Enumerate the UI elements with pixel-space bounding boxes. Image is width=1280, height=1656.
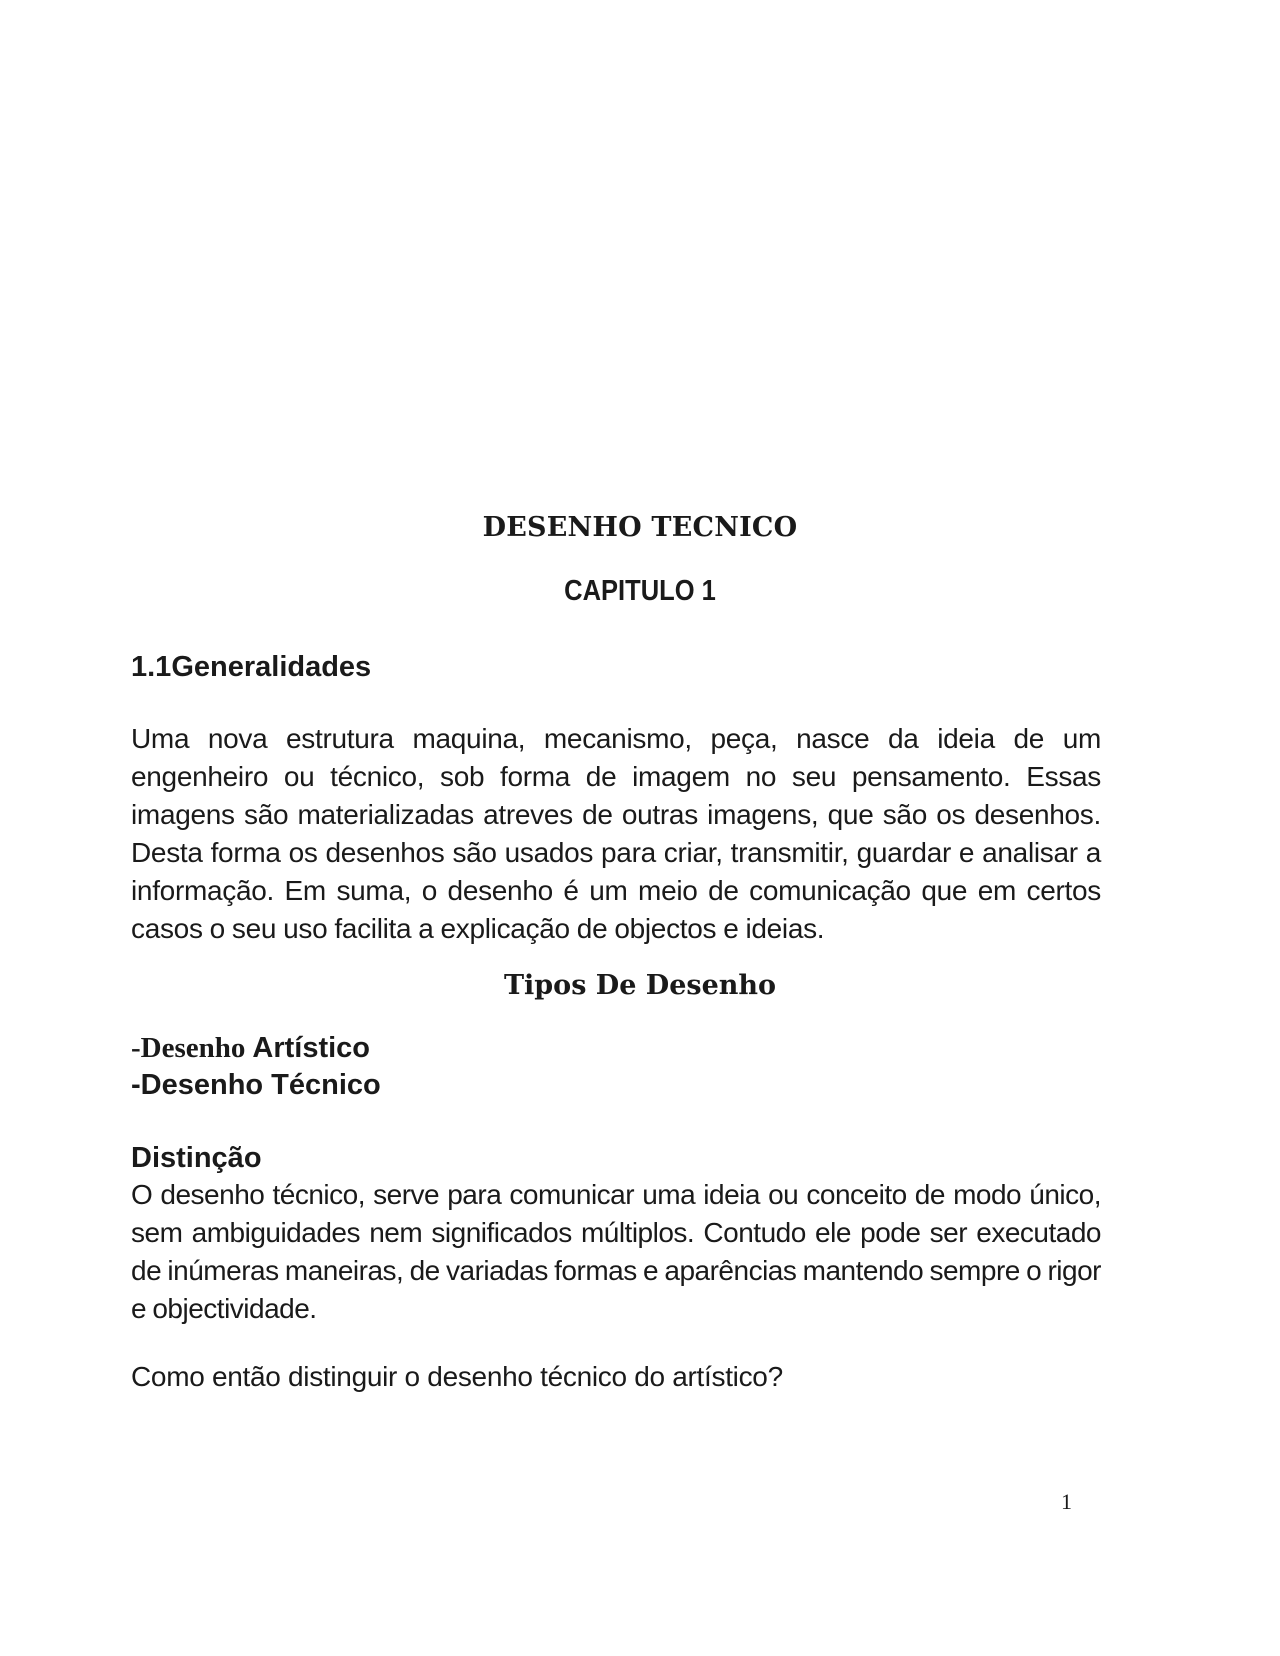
distinction-paragraph: O desenho técnico, serve para comunicar uma ideia ou conceito de modo único, sem ambiguidades nem significados múltiplos. Contudo ele pode ser executado de inúmeras maneiras, de variadas formas e aparências mantendo sempre o rigor e objectividade. [131,1179,1101,1324]
distinction-heading: Distinção [131,1142,262,1174]
list-item-label: Artístico [245,1032,370,1064]
drawing-types-list [131,1030,1101,1104]
list-item-artistic [131,1030,1101,1067]
types-title: Tipos De Desenho [503,970,777,1001]
chapter-title: CAPITULO 1 [564,575,716,607]
list-item-technical [131,1067,1101,1104]
intro-paragraph: Uma nova estrutura maquina, mecanismo, peça, nasce da ideia de um engenheiro ou técnico, sob forma de imagem no seu pensamento. Essas imagens são materializadas atreves de outras imagens, que são os desenhos. Desta forma os desenhos são usados para criar, transmitir, guardar e analisar a informação. Em suma, o desenho é um meio de comunicação que em certos casos o seu uso facilita a explicação de objectos e ideias. [131,723,1101,944]
document-title: DESENHO TECNICO [482,512,798,543]
page-number: 1 [1061,1489,1072,1514]
question-text: Como então distinguir o desenho técnico do artístico? [131,1361,783,1392]
list-item-prefix: -Desenho [131,1032,246,1064]
list-item-label: -Desenho Técnico [131,1069,381,1101]
section-heading: 1.1Generalidades [131,651,372,683]
